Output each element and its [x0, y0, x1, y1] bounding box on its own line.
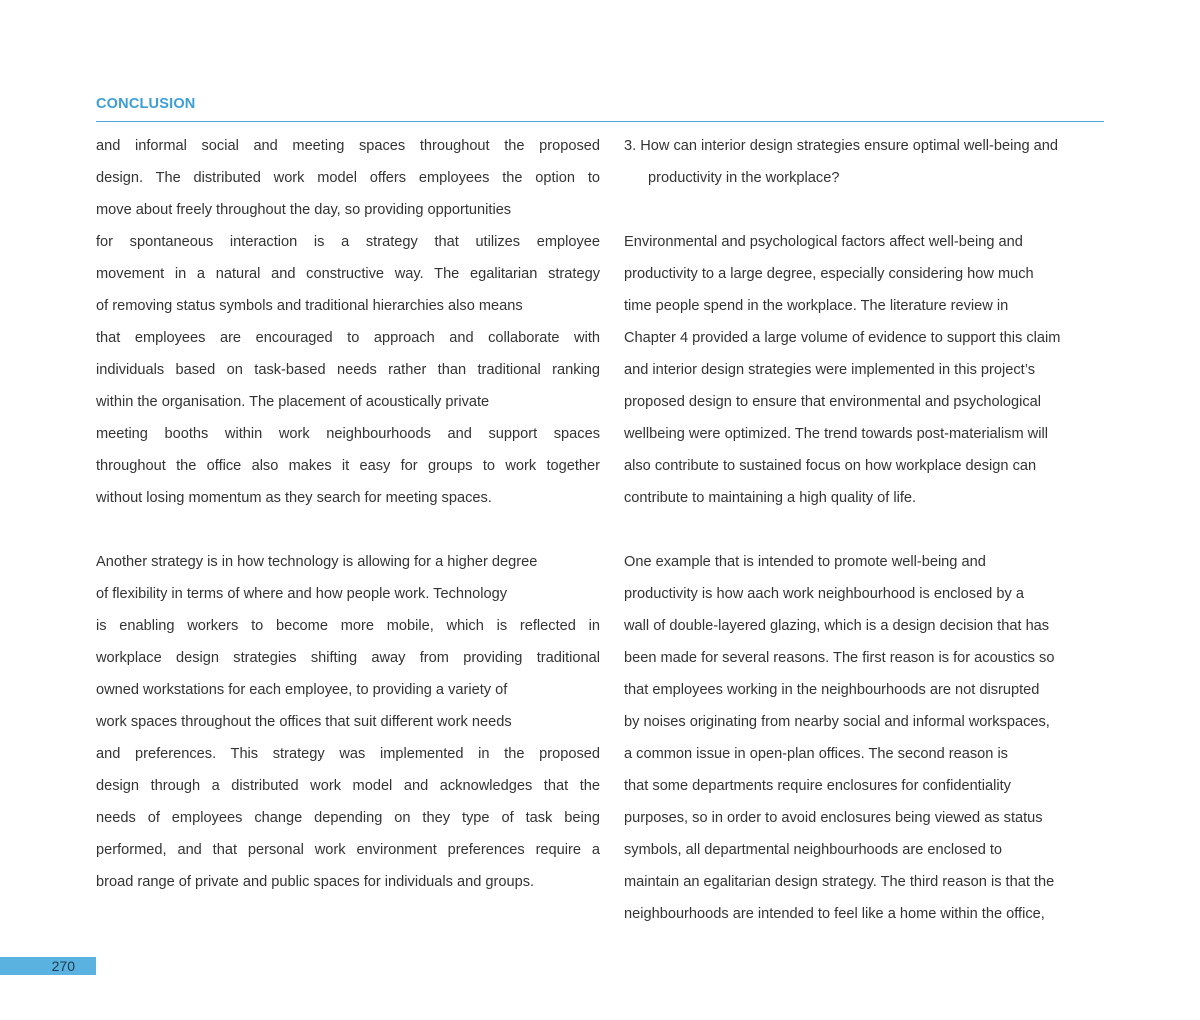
text-line: for spontaneous interaction is a strategy that utilizes employee	[96, 234, 600, 250]
text-line: meeting booths within work neighbourhoods and support spaces	[96, 426, 600, 442]
paragraph-gap	[624, 514, 1104, 546]
text-line: proposed design to ensure that environmental and psychological	[624, 394, 1042, 410]
paragraph-gap	[96, 514, 600, 546]
text-line: owned workstations for each employee, to providing a variety of	[96, 682, 508, 698]
text-line: broad range of private and public spaces for individuals and groups.	[96, 874, 535, 890]
text-line: time people spend in the workplace. The literature review in	[624, 298, 1009, 314]
text-line: workplace design strategies shifting away from providing traditional	[96, 650, 600, 666]
text-line: that some departments require enclosures for confidentiality	[624, 778, 1011, 794]
text-line: wall of double-layered glazing, which is a design decision that has	[624, 618, 1050, 634]
right-column	[624, 130, 1104, 930]
text-line: within the organisation. The placement of acoustically private	[96, 394, 490, 410]
text-line: performed, and that personal work environment preferences require a	[96, 842, 600, 858]
text-line: design. The distributed work model offers employees the option to	[96, 170, 600, 186]
section-title: CONCLUSION	[96, 96, 196, 112]
text-line: and preferences. This strategy was implemented in the proposed	[96, 746, 600, 762]
text-line: of flexibility in terms of where and how people work. Technology	[96, 586, 508, 602]
text-line: by noises originating from nearby social and informal workspaces,	[624, 714, 1050, 730]
text-line: maintain an egalitarian design strategy. The third reason is that the	[624, 874, 1055, 890]
text-line: of removing status symbols and traditional hierarchies also means	[96, 298, 523, 314]
text-line: Environmental and psychological factors affect well-being and	[624, 234, 1023, 250]
text-line: that employees are encouraged to approach and collaborate with	[96, 330, 600, 346]
text-line: also contribute to sustained focus on how workplace design can	[624, 458, 1037, 474]
text-line: design through a distributed work model and acknowledges that the	[96, 778, 600, 794]
paragraph-gap	[624, 194, 1104, 226]
text-line: One example that is intended to promote well-being and	[624, 554, 986, 570]
text-line: and interior design strategies were implemented in this project’s	[624, 362, 1035, 378]
text-line: Another strategy is in how technology is allowing for a higher degree	[96, 554, 538, 570]
text-line: a common issue in open-plan offices. The second reason is	[624, 746, 1008, 762]
text-line: symbols, all departmental neighbourhoods are enclosed to	[624, 842, 1003, 858]
paragraph	[624, 226, 1104, 514]
text-line: without losing momentum as they search for meeting spaces.	[96, 490, 492, 506]
text-line: been made for several reasons. The first reason is for acoustics so	[624, 650, 1055, 666]
paragraph	[624, 546, 1104, 930]
text-line: contribute to maintaining a high quality of life.	[624, 490, 917, 506]
page-number: 270	[51, 958, 75, 974]
text-line: movement in a natural and constructive way. The egalitarian strategy	[96, 266, 600, 282]
text-line: purposes, so in order to avoid enclosures being viewed as status	[624, 810, 1043, 826]
section-header	[96, 96, 1104, 122]
text-line: needs of employees change depending on they type of task being	[96, 810, 600, 826]
text-line: wellbeing were optimized. The trend towards post-materialism will	[624, 426, 1048, 442]
question-line: 3. How can interior design strategies ensure optimal well-being and	[624, 138, 1058, 154]
text-line: work spaces throughout the offices that suit different work needs	[96, 714, 512, 730]
page-number-bar	[0, 957, 96, 975]
research-question	[624, 130, 1104, 194]
text-line: Chapter 4 provided a large volume of evidence to support this claim	[624, 330, 1061, 346]
text-line: throughout the office also makes it easy for groups to work together	[96, 458, 600, 474]
text-line: and informal social and meeting spaces throughout the proposed	[96, 138, 600, 154]
paragraph	[96, 130, 600, 514]
left-column	[96, 130, 600, 898]
text-line: productivity to a large degree, especially considering how much	[624, 266, 1034, 282]
text-line: productivity is how aach work neighbourhood is enclosed by a	[624, 586, 1024, 602]
question-line: productivity in the workplace?	[648, 170, 840, 186]
text-line: is enabling workers to become more mobile, which is reflected in	[96, 618, 600, 634]
text-line: that employees working in the neighbourhoods are not disrupted	[624, 682, 1040, 698]
text-line: move about freely throughout the day, so providing opportunities	[96, 202, 512, 218]
text-line: individuals based on task-based needs rather than traditional ranking	[96, 362, 600, 378]
paragraph	[96, 546, 600, 898]
text-line: neighbourhoods are intended to feel like a home within the office,	[624, 906, 1045, 922]
